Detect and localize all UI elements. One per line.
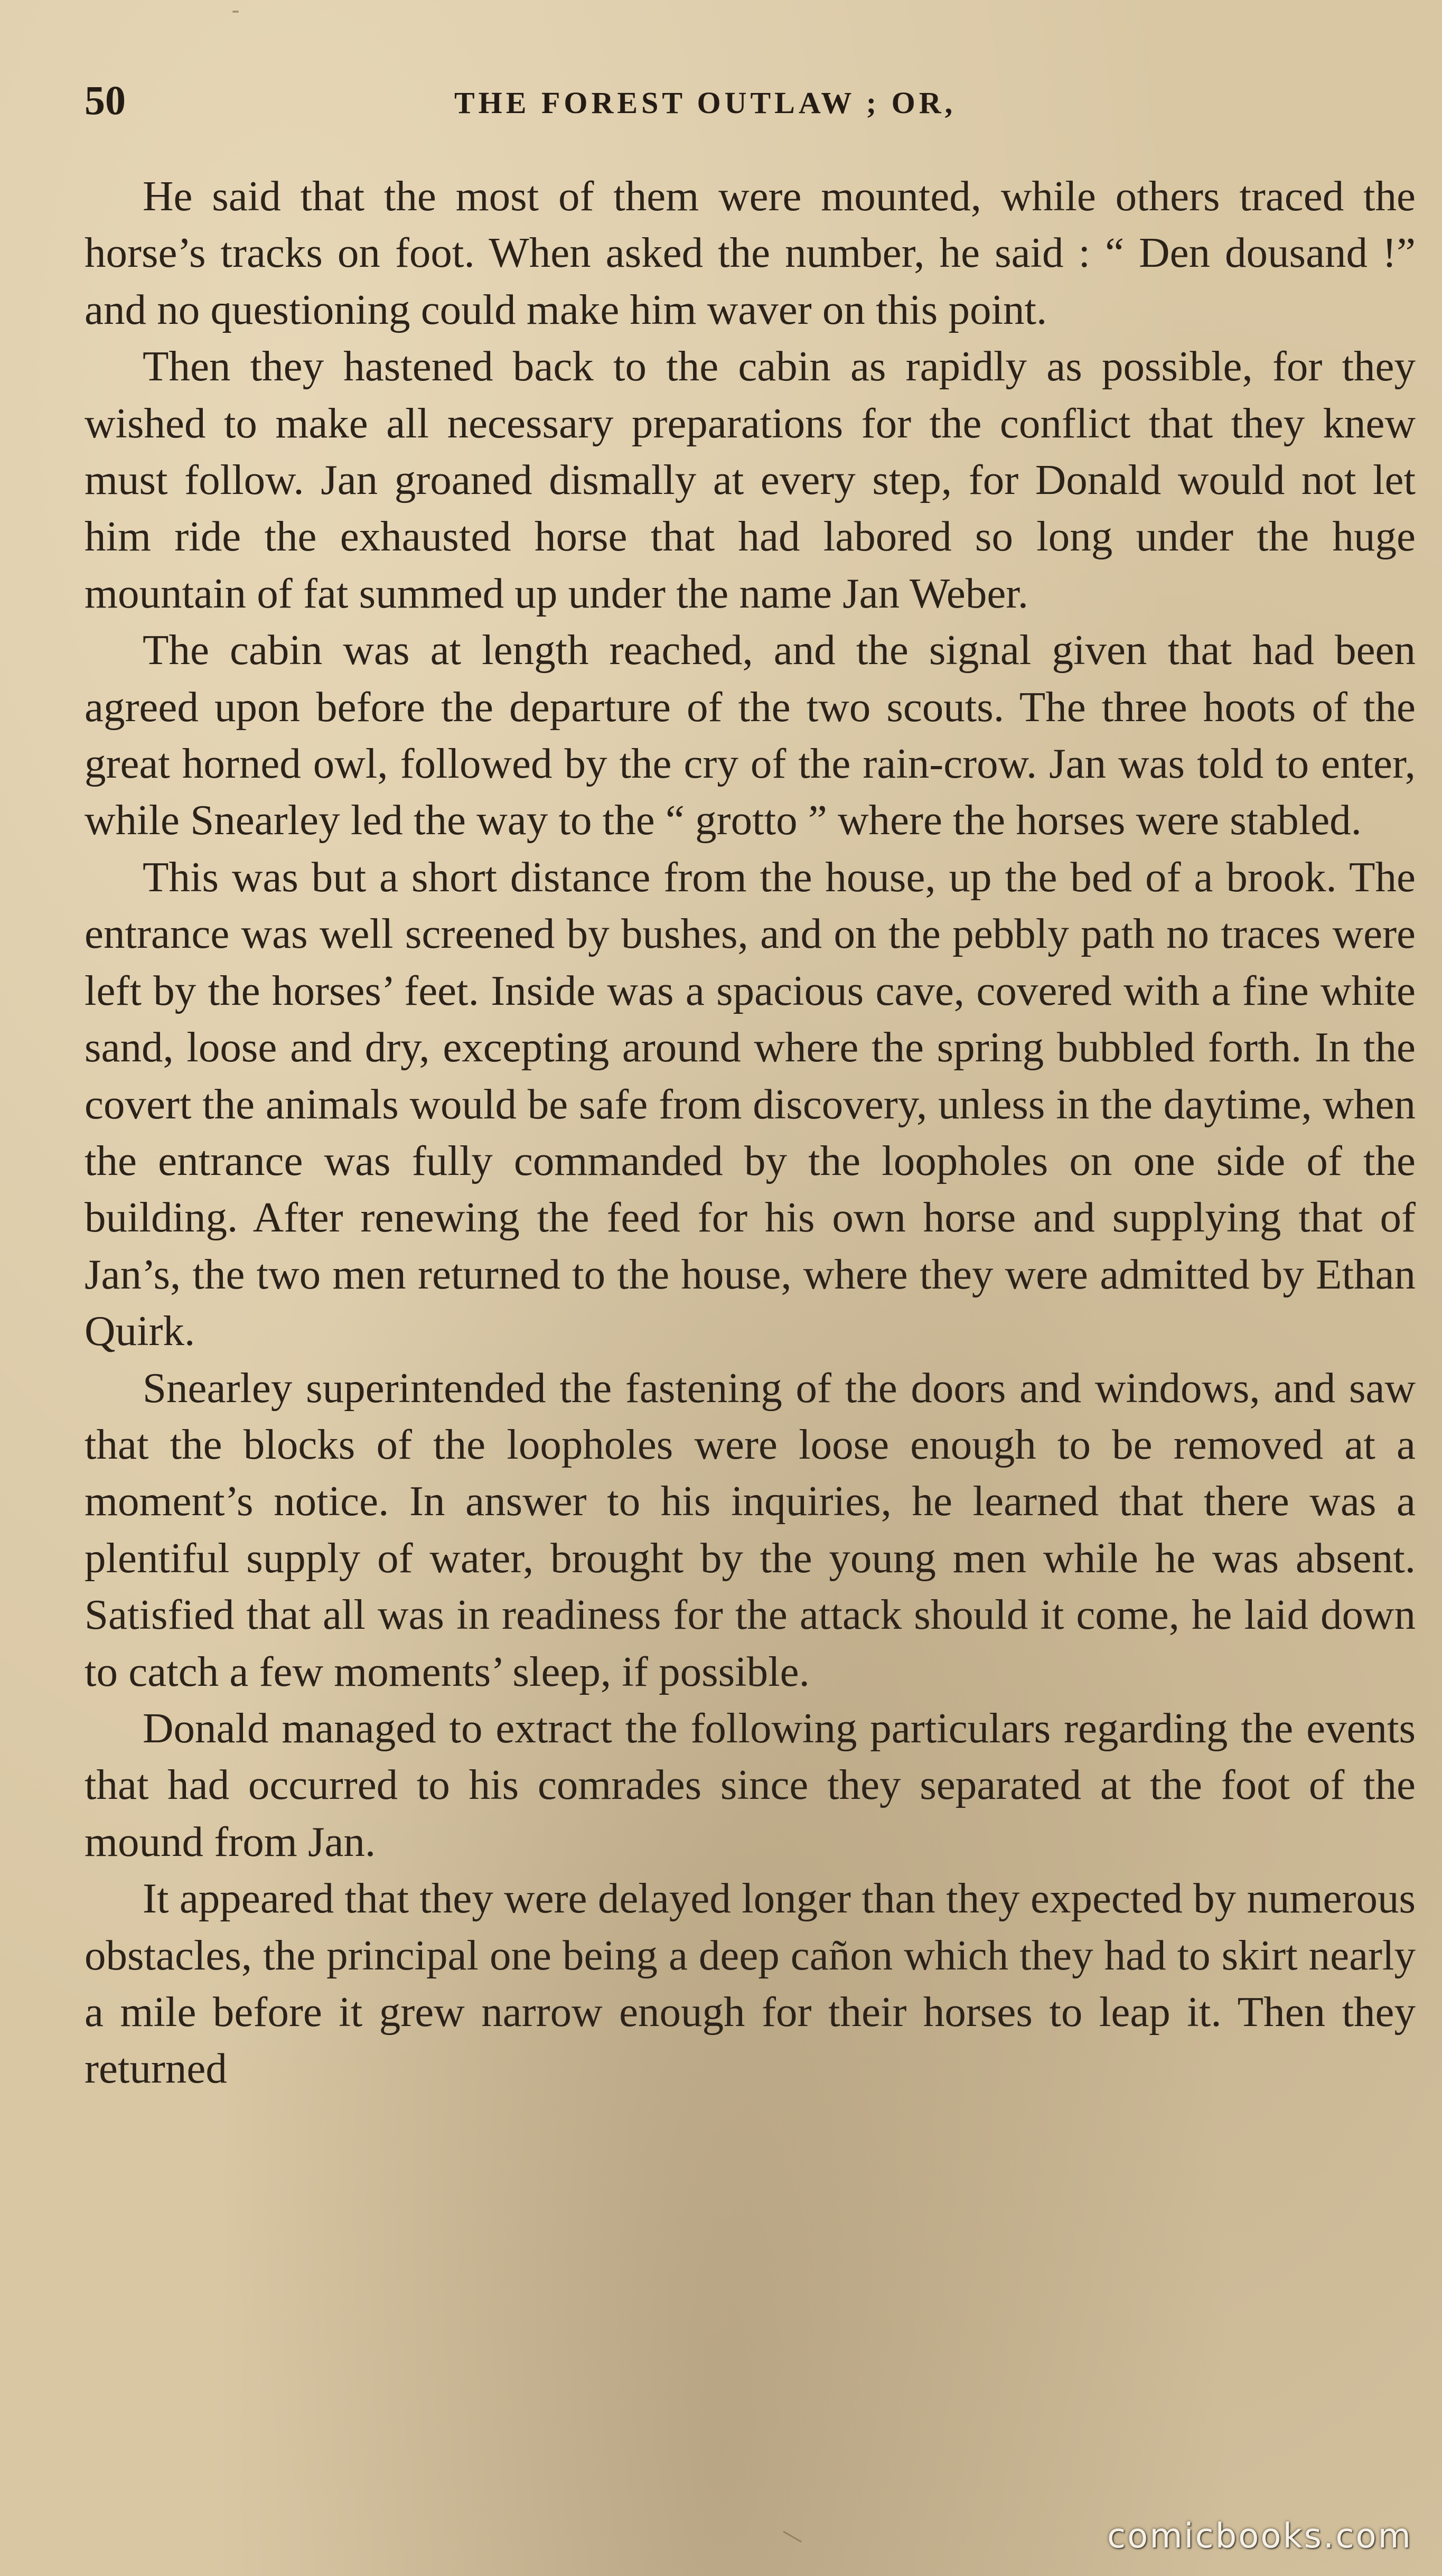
page-header — [85, 74, 1426, 132]
paragraph: He said that the most of them were mounted, while others traced the horse’s tracks on foot. When asked the number, he said : “ Den dousand !” and no questioning could make him waver on this point. — [85, 172, 1416, 333]
body-text — [85, 168, 1416, 2097]
paragraph: Then they hastened back to the cabin as rapidly as possible, for they wished to make all necessary preparations for the conflict that they knew must follow. Jan groaned dismally at every step, for Donald would not let him ride the exhausted horse that had labored so long under the huge mountain of fat summed up under the name Jan Weber. — [85, 342, 1416, 617]
running-head: THE FOREST OUTLAW ; OR, — [454, 86, 957, 120]
paper-speck — [783, 2531, 802, 2543]
paragraph: Snearley superintended the fastening of the doors and windows, and saw that the blocks of the loopholes were loose enough to be removed at a moment’s notice. In answer to his inquiries, he learned that there was a plentiful supply of water, brought by the young men while he was absent. Satisfied that all was in readiness for the attack should it come, he laid down to catch a few moments’ sleep, if possible. — [85, 1364, 1416, 1695]
page-number: 50 — [85, 77, 126, 123]
paragraph: Donald managed to extract the following particulars regarding the events that had occurred to his comrades since they separated at the foot of the mound from Jan. — [85, 1704, 1416, 1865]
paper-speck — [232, 11, 239, 13]
paragraph: It appeared that they were delayed longer than they expected by numerous obstacles, the principal one being a deep cañon which they had to skirt nearly a mile before it grew narrow enough for their horses to leap it. Then they returned — [85, 1874, 1416, 2093]
paragraph: This was but a short distance from the house, up the bed of a brook. The entrance was well screened by bushes, and on the pebbly path no traces were left by the horses’ feet. Inside was a spacious cave, covered with a fine white sand, loose and dry, excepting around where the spring bubbled forth. In the covert the animals would be safe from discovery, unless in the daytime, when the entrance was fully commanded by the loopholes on one side of the building. After renewing the feed for his own horse and supplying that of Jan’s, the two men returned to the house, where they were admitted by Ethan Quirk. — [85, 853, 1416, 1355]
watermark: comicbooks.com — [1107, 2517, 1412, 2556]
paragraph: The cabin was at length reached, and the signal given that had been agreed upon before the departure of the two scouts. The three hoots of the great horned owl, followed by the cry of the rain-crow. Jan was told to enter, while Snearley led the way to the “ grotto ” where the horses were stabled. — [85, 626, 1416, 844]
